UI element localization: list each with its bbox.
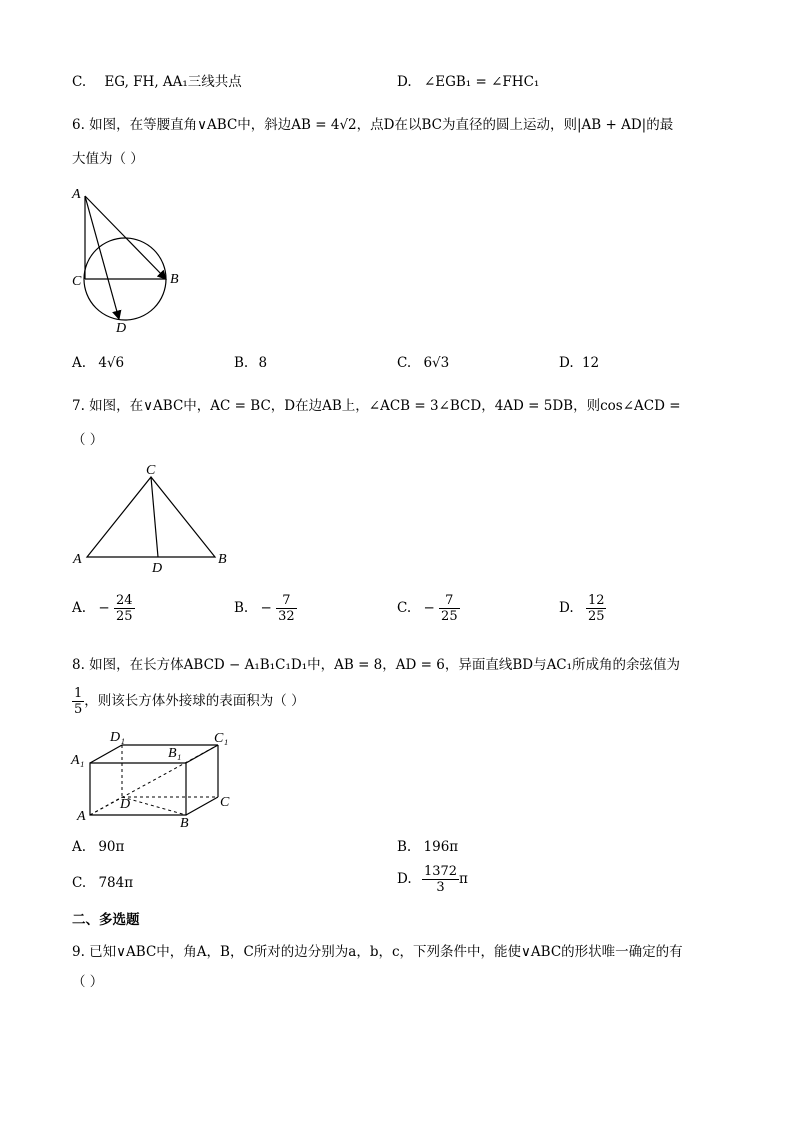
option-value: 4√6 bbox=[98, 355, 125, 371]
option-fraction: $\frac{7}{32}$ bbox=[278, 593, 295, 624]
diagonal-bd bbox=[122, 797, 186, 815]
q8-stem-line2 bbox=[72, 686, 305, 717]
label-c: C bbox=[146, 463, 156, 478]
q8-stem-line1: 8. 如图，在长方体ABCD − A₁B₁C₁D₁中，AB = 8，AD = 6，异面直线BD与AC₁所成角的余弦值为 bbox=[72, 657, 681, 673]
q6-figure bbox=[66, 182, 196, 334]
option-label: B. bbox=[397, 839, 412, 855]
option-label: A. bbox=[72, 600, 87, 616]
option-label: C. bbox=[72, 74, 87, 90]
vector-ab bbox=[85, 196, 166, 279]
label-b: B bbox=[218, 552, 227, 567]
option-label: A. bbox=[72, 355, 87, 371]
option-label: B. bbox=[234, 355, 249, 371]
option-value: 8 bbox=[258, 355, 268, 371]
option-value: 784π bbox=[98, 875, 134, 891]
label-d: D bbox=[120, 797, 131, 812]
q6-option-b[interactable] bbox=[234, 353, 267, 373]
q8-option-c[interactable] bbox=[72, 873, 133, 893]
option-label: A. bbox=[72, 839, 87, 855]
option-text: EG, FH, AA₁三线共点 bbox=[104, 74, 242, 90]
label-a: A bbox=[72, 187, 81, 202]
option-label: D. bbox=[397, 871, 412, 887]
label-a: A bbox=[73, 552, 82, 567]
q7-option-a[interactable] bbox=[72, 593, 135, 624]
label-d: D bbox=[152, 561, 163, 576]
label-c: C bbox=[72, 274, 82, 289]
label-b: B bbox=[170, 272, 179, 287]
section-title: 二、多选题 bbox=[72, 912, 140, 928]
q8-fraction: $\frac{1}{5}$ bbox=[74, 686, 83, 717]
option-label: C. bbox=[397, 355, 412, 371]
option-label: C. bbox=[397, 600, 412, 616]
option-sign: − bbox=[423, 600, 435, 616]
label-c: C bbox=[220, 795, 230, 810]
q8-stem-tail: ，则该长方体外接球的表面积为（ ） bbox=[84, 693, 305, 709]
q8-option-b[interactable] bbox=[397, 837, 458, 857]
option-value: 90π bbox=[98, 839, 125, 855]
option-value: 12 bbox=[581, 355, 600, 371]
segment-cd bbox=[151, 477, 158, 557]
q9-stem-line2: （ ） bbox=[72, 974, 104, 990]
option-label: C. bbox=[72, 875, 87, 891]
option-text: ∠EGB₁ = ∠FHC₁ bbox=[423, 74, 540, 90]
diagonal-ac1 bbox=[90, 745, 218, 815]
label-c1: C₁ bbox=[214, 731, 229, 746]
q6-option-d[interactable] bbox=[559, 353, 599, 373]
q7-stem-line1: 7. 如图，在∨ABC中，AC = BC，D在边AB上，∠ACB = 3∠BCD，4AD = 5DB，则cos∠ACD = bbox=[72, 398, 681, 414]
option-fraction: $\frac{24}{25}$ bbox=[115, 593, 133, 624]
q8-option-d[interactable] bbox=[397, 864, 468, 895]
label-d: D bbox=[116, 321, 127, 334]
option-fraction: $\frac{1372}{3}$ bbox=[423, 864, 458, 895]
option-fraction: $\frac{7}{25}$ bbox=[441, 593, 458, 624]
q8-figure bbox=[68, 728, 238, 832]
q9-stem-line1: 9. 已知∨ABC中，角A，B，C所对的边分别为a，b，c，下列条件中，能使∨ABC的形状唯一确定的有 bbox=[72, 944, 683, 960]
option-label: D. bbox=[559, 355, 574, 371]
q7-figure bbox=[70, 460, 240, 576]
triangle-abc bbox=[87, 477, 215, 557]
label-a: A bbox=[77, 809, 86, 824]
option-fraction: $\frac{12}{25}$ bbox=[587, 593, 605, 624]
option-sign: − bbox=[98, 600, 110, 616]
label-b1: B₁ bbox=[168, 746, 182, 761]
option-label: D. bbox=[559, 600, 574, 616]
q6-option-a[interactable] bbox=[72, 353, 124, 373]
q7-option-b[interactable] bbox=[234, 593, 297, 624]
option-sign: − bbox=[260, 600, 272, 616]
q6-stem-line2: 大值为（ ） bbox=[72, 151, 144, 167]
label-d1: D₁ bbox=[110, 730, 125, 745]
q5-option-c[interactable] bbox=[72, 72, 242, 92]
q6-stem-line1: 6. 如图，在等腰直角∨ABC中，斜边AB = 4√2，点D在以BC为直径的圆上运动，则|AB + AD|的最 bbox=[72, 117, 674, 133]
q8-option-a[interactable] bbox=[72, 837, 124, 857]
label-a1: A₁ bbox=[71, 753, 85, 768]
option-value: 6√3 bbox=[423, 355, 450, 371]
option-tail: π bbox=[459, 871, 468, 887]
q5-option-d[interactable] bbox=[397, 72, 539, 92]
option-value: 196π bbox=[423, 839, 459, 855]
q7-option-d[interactable] bbox=[559, 593, 606, 624]
q7-option-c[interactable] bbox=[397, 593, 460, 624]
q7-stem-line2: （ ） bbox=[72, 432, 104, 448]
q6-option-c[interactable] bbox=[397, 353, 449, 373]
label-b: B bbox=[180, 816, 189, 831]
option-label: D. bbox=[397, 74, 412, 90]
option-label: B. bbox=[234, 600, 249, 616]
